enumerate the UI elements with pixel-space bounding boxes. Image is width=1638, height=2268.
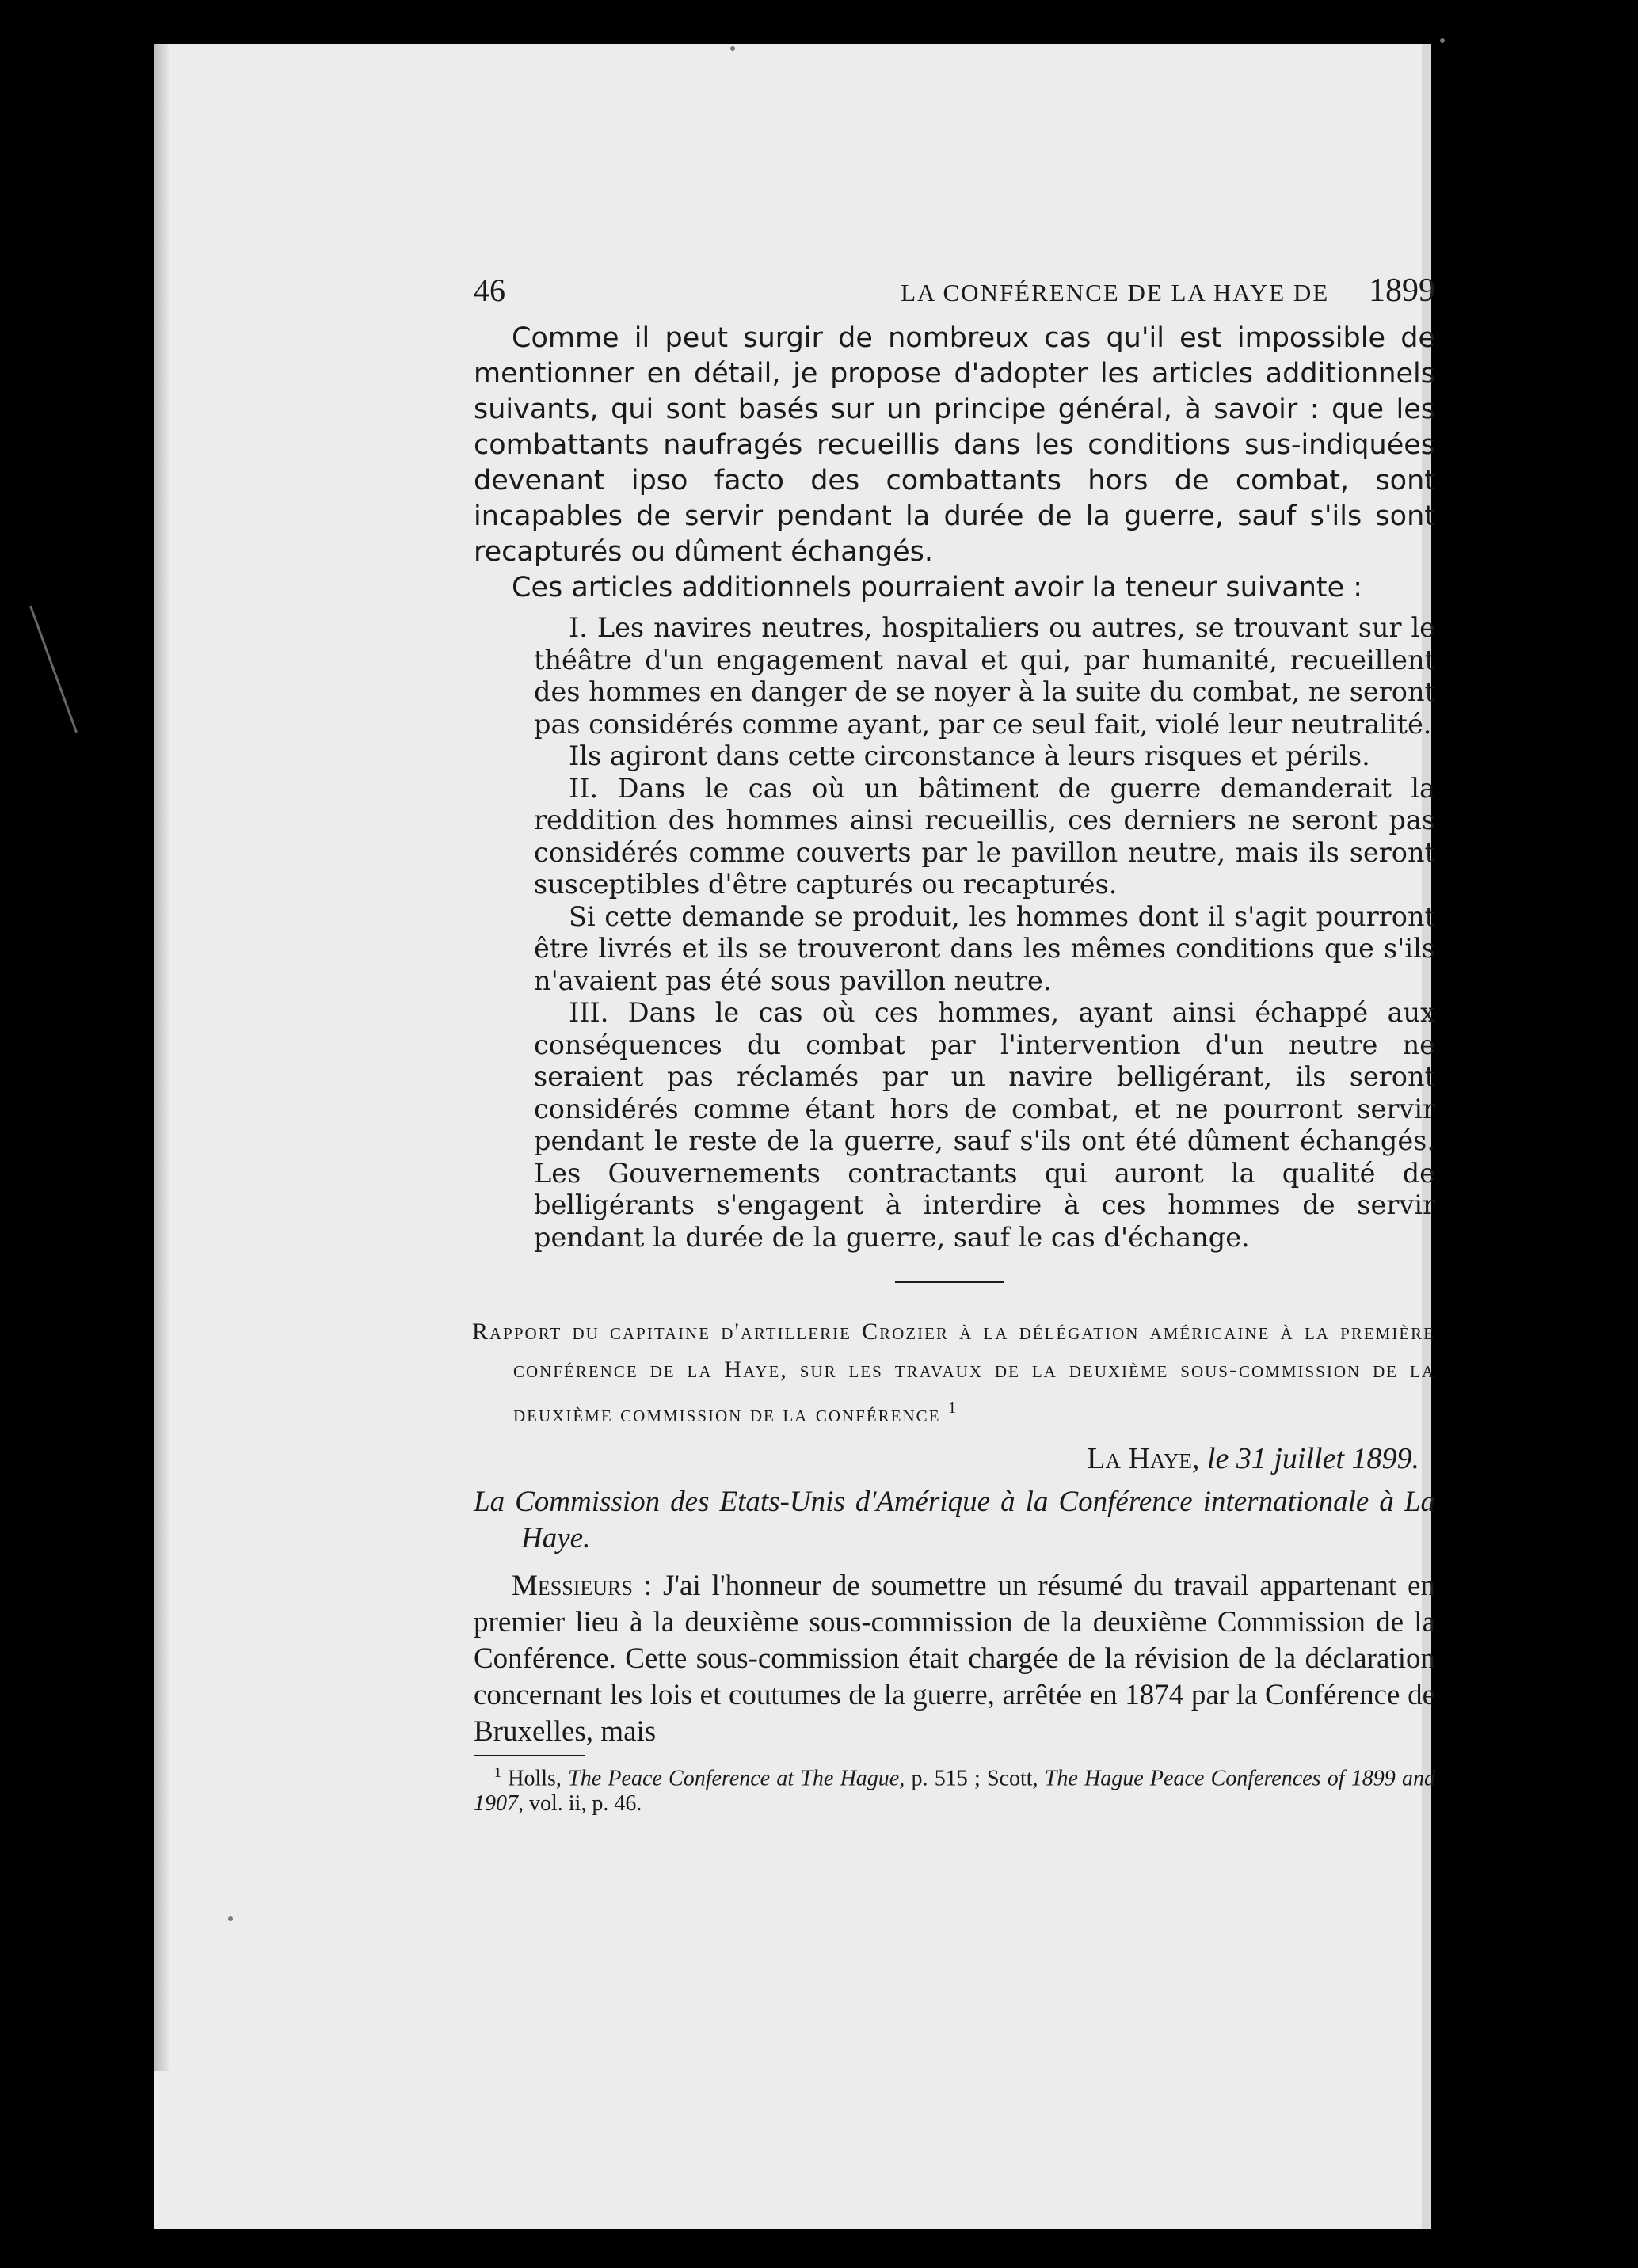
report-heading-text: Rapport du capitaine d'artillerie Crozier à la délégation américaine à la première conférence de la Haye, sur les travaux de la deuxième sous-commission de la deuxième commission de la conférence xyxy=(472,1319,1435,1427)
letter-paragraph xyxy=(474,1568,1435,1750)
footnote-title: The Hague Peace Conferences of 1899 and 1907, xyxy=(474,1766,1435,1817)
report-heading xyxy=(472,1313,1435,1433)
dateline-date: le 31 juillet 1899. xyxy=(1206,1442,1419,1475)
dateline-place: La Haye, xyxy=(1087,1442,1200,1475)
paragraph: Ces articles additionnels pourraient avoir la teneur suivante : xyxy=(512,572,1363,603)
footnote-text xyxy=(474,1760,1435,1817)
running-year: 1899 xyxy=(1369,272,1435,309)
article-2-cont: Si cette demande se produit, les hommes dont il s'agit pourront être livrés et ils se trouveront dans les mêmes conditions que s'ils n'avaient pas été sous pavillon neutre. xyxy=(534,900,1435,996)
footnote-part: vol. ii, p. 46. xyxy=(524,1791,642,1817)
additional-articles xyxy=(534,612,1435,1254)
article-3: III. Dans le cas où ces hommes, ayant ainsi échappé aux conséquences du combat par l'intervention d'un neutre ne seraient pas réclamés par un navire belligérant, ils seront considérés comme étant hors de combat, et ne pourront servir pendant le reste de la guerre, sauf s'ils ont été dûment échangés. Les Gouvernements contractants qui auront la qualité de belligérants s'engagent à interdire à ces hommes de servir pendant la durée de la guerre, sauf le cas d'échange. xyxy=(534,997,1435,1253)
footnote-ref: 1 xyxy=(948,1399,958,1417)
running-header xyxy=(474,272,1435,321)
article-1: I. Les navires neutres, hospitaliers ou autres, se trouvant sur le théâtre d'un engagement naval et qui, par humanité, recueillent des hommes en danger de se noyer à la suite du combat, ne seront pas considérés comme ayant, par ce seul fait, violé leur neutralité. xyxy=(534,612,1435,740)
footnote xyxy=(474,1760,1435,1817)
footnote-part: p. 515 ; Scott, xyxy=(905,1766,1045,1791)
running-title: LA CONFÉRENCE DE LA HAYE DE xyxy=(901,279,1330,306)
scan-streak xyxy=(29,606,78,733)
paragraph: Comme il peut surgir de nombreux cas qu'il est impossible de mentionner en détail, je propose d'adopter les articles additionnels suivants, qui sont basés sur un principe général, à savoir : que les combattants naufragés recueillis dans les conditions sus-indiquées devenant ipso facto des combattants hors de combat, sont incapables de servir pendant la durée de la guerre, sauf s'ils sont recapturés ou dûment échangés. xyxy=(474,322,1435,568)
page-number: 46 xyxy=(474,272,505,308)
article-2: II. Dans le cas où un bâtiment de guerre demanderait la reddition des hommes ainsi recueillis, ces derniers ne seront pas considérés comme couverts par le pavillon neutre, mais ils seront susceptibles d'être capturés ou recapturés. xyxy=(534,772,1435,900)
salutation: Messieurs : xyxy=(512,1570,653,1602)
letter-address: La Commission des Etats-Unis d'Amérique à la Conférence internationale à La Haye. xyxy=(474,1486,1435,1554)
body-text xyxy=(474,321,1435,606)
footnote-part: Holls, xyxy=(508,1766,569,1791)
scan-speck xyxy=(228,1916,233,1921)
article-1-cont: Ils agiront dans cette circonstance à leurs risques et périls. xyxy=(569,740,1370,771)
page-gutter-shadow xyxy=(154,44,169,2071)
scan-speck xyxy=(1440,38,1445,43)
footnote-rule xyxy=(474,1755,585,1756)
letter-body xyxy=(474,1568,1435,1750)
section-divider xyxy=(895,1281,1004,1283)
footnote-title: The Peace Conference at The Hague, xyxy=(568,1766,905,1791)
page-text xyxy=(474,272,1435,1817)
scan-speck xyxy=(730,46,735,51)
letter-text: J'ai l'honneur de soumettre un résumé du travail appartenant en premier lieu à la deuxième sous-commission de la deuxième Commission de la Conférence. Cette sous-commission était chargée de la révision de la déclaration concernant les lois et coutumes de la guerre, arrêtée en 1874 par la Conférence de Bruxelles, mais xyxy=(474,1570,1435,1748)
dateline xyxy=(474,1441,1419,1476)
footnote-marker: 1 xyxy=(494,1764,501,1780)
